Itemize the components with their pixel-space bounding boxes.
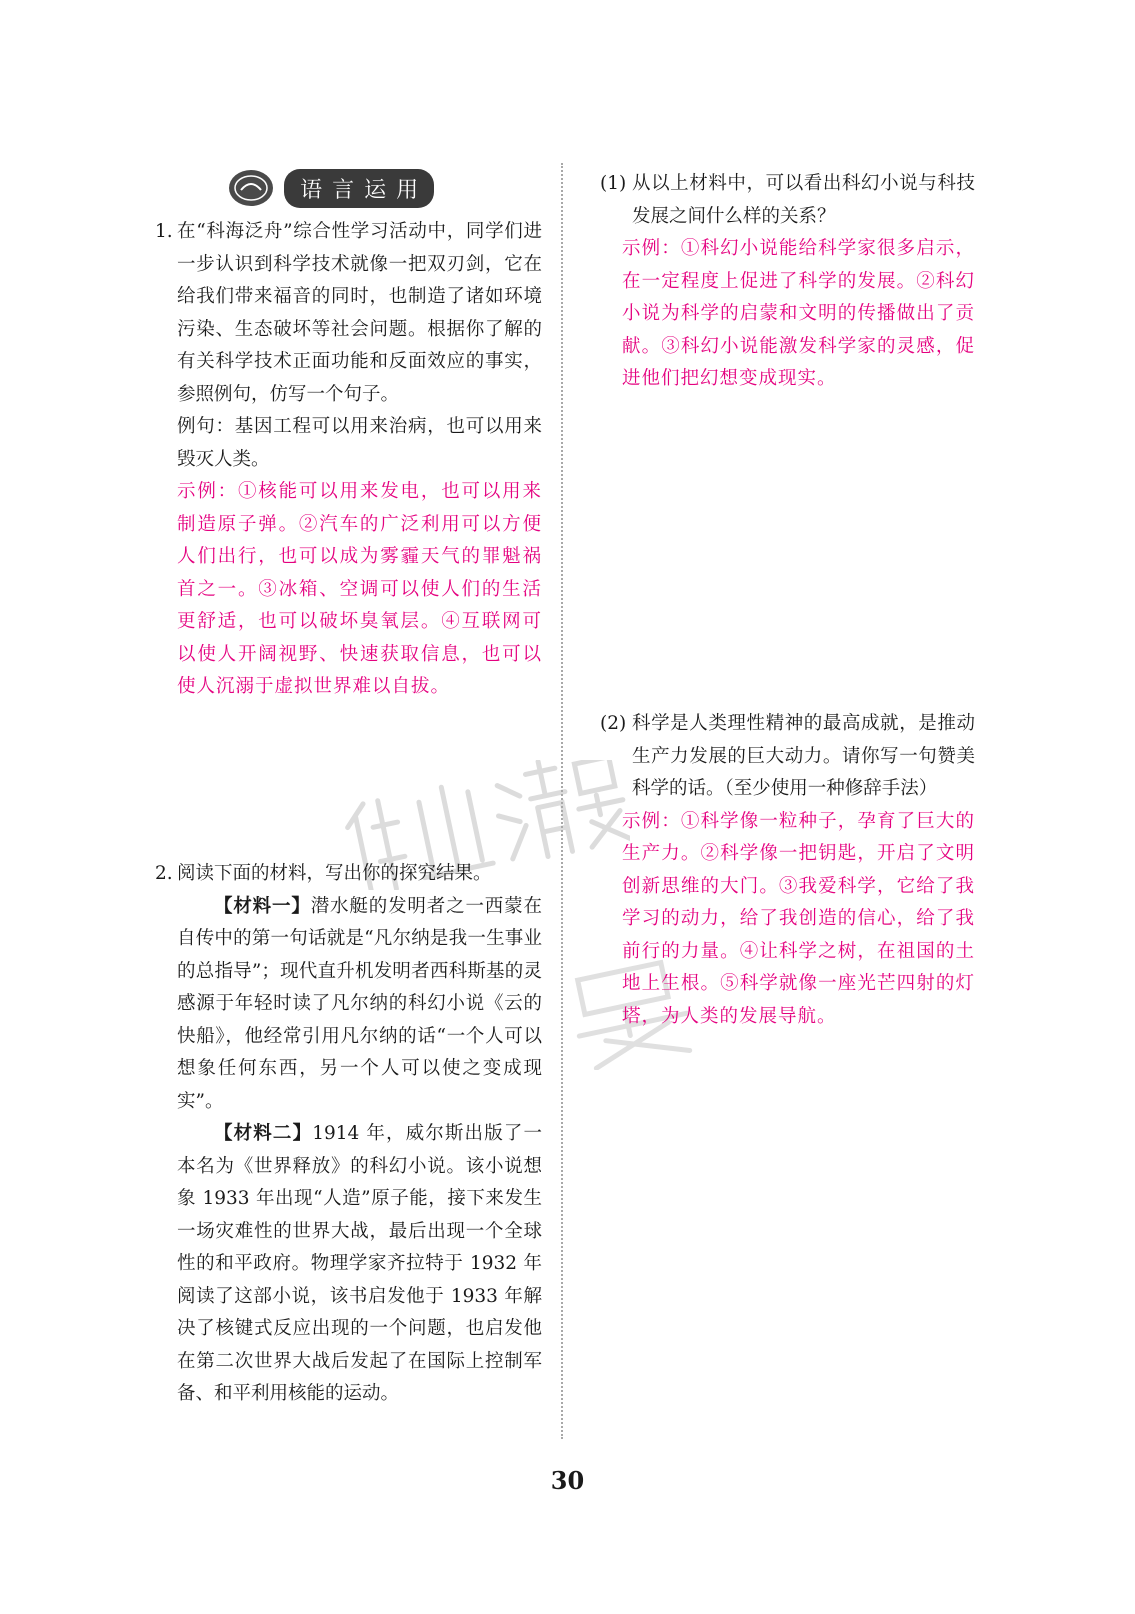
question-2-prompt: 阅读下面的材料，写出你的探究结果。 <box>177 863 492 884</box>
left-column <box>155 168 542 1404</box>
sub-question-2-answer: 示例：①科学像一粒种子，孕育了巨大的生产力。②科学像一把钥匙，开启了文明创新思维的大门。③我爱科学，它给了我学习的动力，给了我创造的信心，给了我前行的力量。④让科学之树，在祖国的土地上生根。⑤科学就像一座光芒四射的灯塔，为人类的发展导航。 <box>622 810 975 1027</box>
sub-question-1-prompt: 从以上材料中，可以看出科幻小说与科技发展之间什么样的关系？ <box>632 173 975 227</box>
section-header <box>227 168 542 210</box>
question-1-prompt: 在“科海泛舟”综合性学习活动中，同学们进一步认识到科学技术就像一把双刃剑，它在给我们带来福音的同时，也制造了诸如环境污染、生态破坏等社会问题。根据你了解的有关科学技术正面功能和反面效应的事实，参照例句，仿写一个句子。 <box>177 221 542 405</box>
sub-question-2-number: (2) <box>600 713 627 734</box>
sub-question-1 <box>600 168 975 396</box>
sub-question-1-number: (1) <box>600 173 627 194</box>
question-2-number: 2. <box>155 863 173 884</box>
question-1 <box>155 216 542 704</box>
material-1-text: 潜水艇的发明者之一西蒙在自传中的第一句话就是“凡尔纳是我一生事业的总指导”；现代直升机发明者西科斯基的灵感源于年轻时读了凡尔纳的科幻小说《云的快船》，他经常引用凡尔纳的话“一个人可以想象任何东西，另一个人可以使之变成现实”。 <box>177 895 542 1112</box>
sub-question-1-answer: 示例：①科幻小说能给科学家很多启示，在一定程度上促进了科学的发展。②科幻小说为科学的启蒙和文明的传播做出了贡献。③科幻小说能激发科学家的灵感，促进他们把幻想变成现实。 <box>622 238 975 389</box>
section-badge-icon <box>227 168 275 208</box>
column-divider <box>561 163 563 1439</box>
material-2-label: 【材料二】 <box>214 1123 313 1144</box>
sub-question-2-prompt: 科学是人类理性精神的最高成就，是推动生产力发展的巨大动力。请你写一句赞美科学的话。（至少使用一种修辞手法） <box>632 713 975 799</box>
section-title: 语言运用 <box>284 169 434 208</box>
material-2 <box>155 1118 542 1411</box>
question-1-number: 1. <box>155 221 173 242</box>
right-column <box>600 168 975 1027</box>
material-2-text: 1914 年，威尔斯出版了一本名为《世界释放》的科幻小说。该小说想象 1933 年出现“人造”原子能，接下来发生一场灾难性的世界大战，最后出现一个全球性的和平政府。物理学家齐拉特于 1932 年阅读了这部小说，该书启发他于 1933 年解决了核键式反应出现的一个问题，也启发他在第二次世界大战后发起了在国际上控制军备、和平利用核能的运动。 <box>177 1123 542 1404</box>
sub-question-2 <box>600 708 975 1033</box>
question-1-example: 例句：基因工程可以用来治病，也可以用来毁灭人类。 <box>177 416 542 470</box>
page-number: 30 <box>550 1466 585 1495</box>
material-1-label: 【材料一】 <box>214 895 311 917</box>
material-1 <box>155 891 542 1119</box>
question-1-answer: 示例：①核能可以用来发电，也可以用来制造原子弹。②汽车的广泛利用可以方便人们出行，也可以成为雾霾天气的罪魁祸首之一。③冰箱、空调可以使人们的生活更舒适，也可以破坏臭氧层。④互联网可以使人开阔视野、快速获取信息，也可以使人沉溺于虚拟世界难以自拔。 <box>177 481 542 697</box>
question-2 <box>155 858 542 1411</box>
